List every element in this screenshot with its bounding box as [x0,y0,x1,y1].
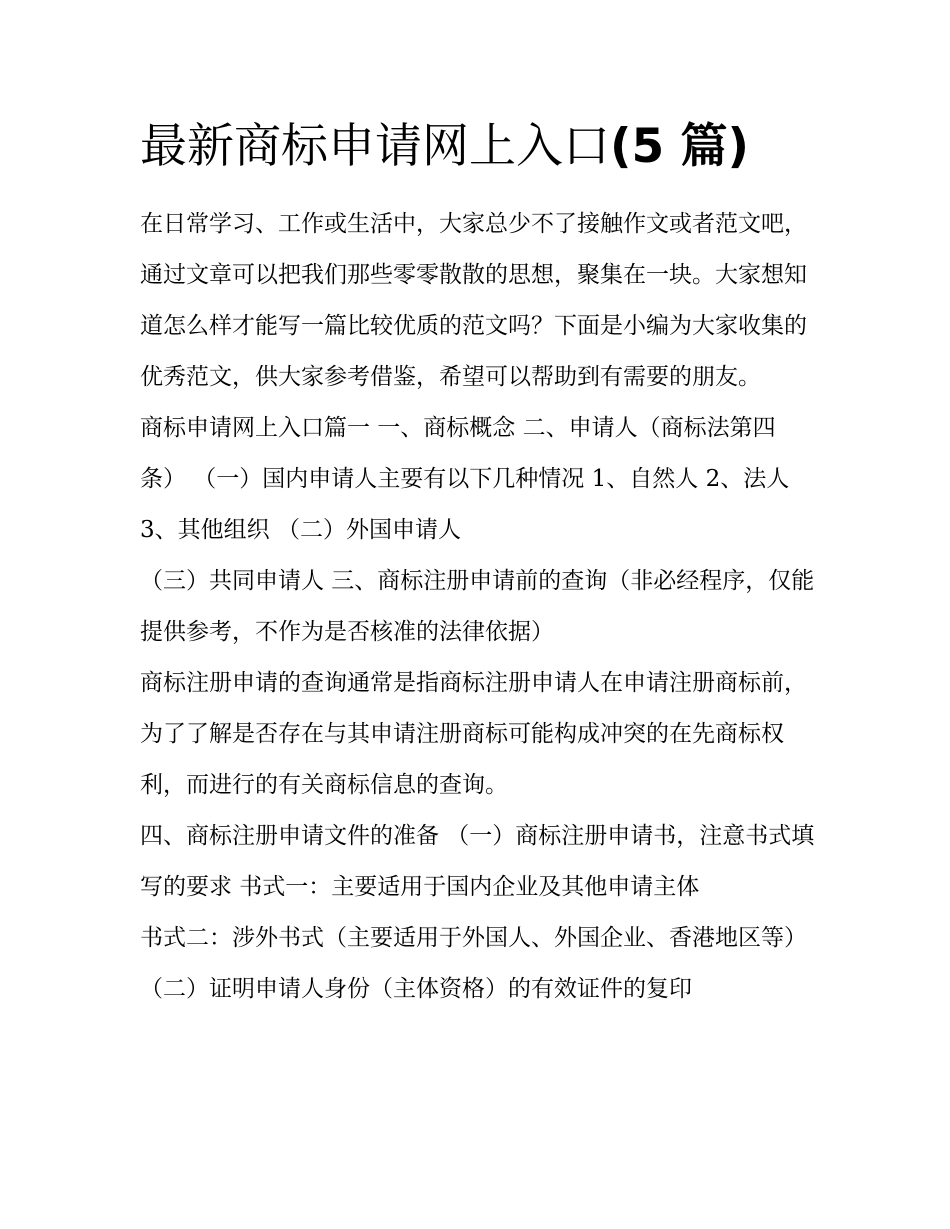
paragraph-intro: 在日常学习、工作或生活中，大家总少不了接触作文或者范文吧，通过文章可以把我们那些零零散散的思想，聚集在一块。大家想知道怎么样才能写一篇比较优质的范文吗？下面是小编为大家收集的优秀范文，供大家参考借鉴，希望可以帮助到有需要的朋友。 [140,211,807,390]
paragraph-joint-applicant: （三）共同申请人 三、商标注册申请前的查询（非必经程序，仅能提供参考，不作为是否核准的法律依据） [140,568,815,645]
document-title-main: 最新商标申请网上入口 [140,119,610,174]
document-body [140,199,820,1015]
paragraph-query: 商标注册申请的查询通常是指商标注册申请人在申请注册商标前，为了了解是否存在与其申请注册商标可能构成冲突的在先商标权利，而进行的有关商标信息的查询。 [140,670,807,798]
paragraph-applicant: 商标申请网上入口篇一 一、商标概念 二、申请人（商标法第四条） （一）国内申请人主要有以下几种情况 1、自然人 2、法人 3、其他组织 （二）外国申请人 [140,415,790,543]
document-title-suffix: (5 篇) [610,119,750,174]
paragraph-documents: 四、商标注册申请文件的准备 （一）商标注册申请书，注意书式填写的要求 书式一：主要适用于国内企业及其他申请主体 [140,823,815,900]
document-title [140,112,840,182]
paragraph-form-two: 书式二：涉外书式（主要适用于外国人、外国企业、香港地区等） （二）证明申请人身份（主体资格）的有效证件的复印 [140,925,807,1002]
